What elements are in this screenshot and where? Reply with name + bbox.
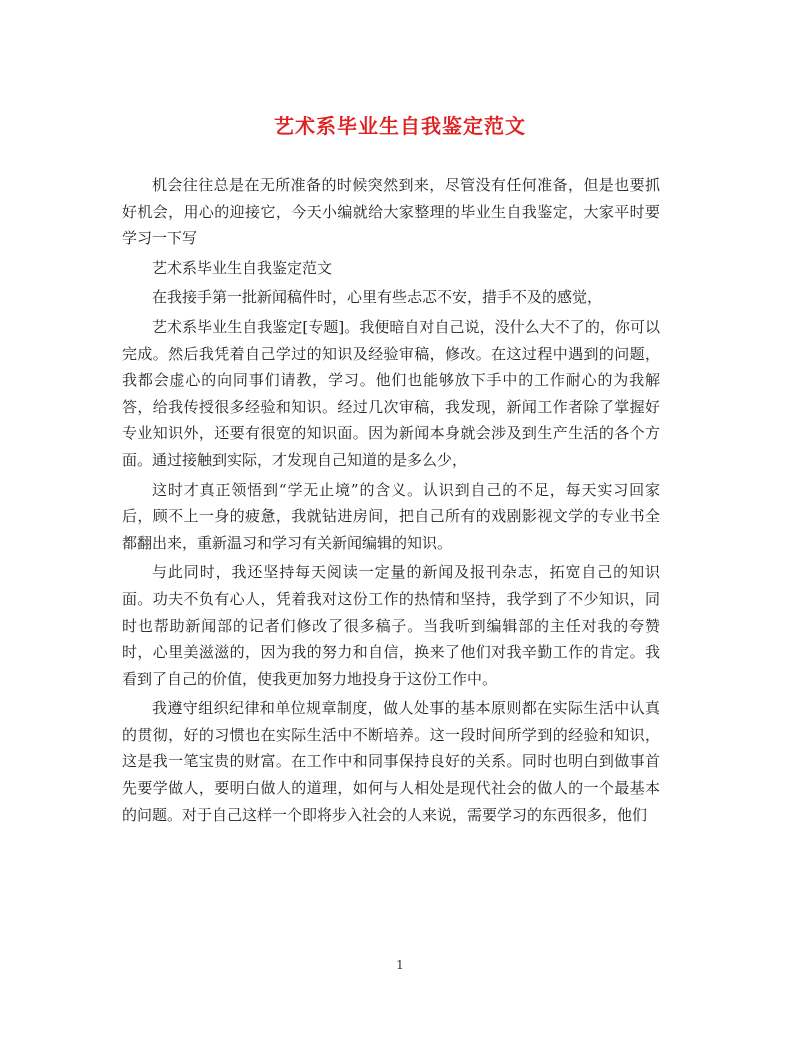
page-number: 1 — [396, 958, 404, 972]
body-paragraph: 与此同时，我还坚持每天阅读一定量的新闻及报刊杂志，拓宽自己的知识面。功夫不负有心人，凭着我对这份工作的热情和坚持，我学到了不少知识，同时也帮助新闻部的记者们修改了很多稿子。当我听到编辑部的主任对我的夸赞时，心里美滋滋的，因为我的努力和自信，换来了他们对我辛勤工作的肯定。我看到了自己的价值，使我更加努力地投身于这份工作中。 — [122, 563, 660, 688]
body-paragraph: 我遵守组织纪律和单位规章制度，做人处事的基本原则都在实际生活中认真的贯彻，好的习惯也在实际生活中不断培养。这一段时间所学到的经验和知识，这是我一笔宝贵的财富。在工作中和同事保持良好的关系。同时也明白到做事首先要学做人，要明白做人的道理，如何与人相处是现代社会的做人的一个最基本的问题。对于自己这样一个即将步入社会的人来说，需要学习的东西很多，他们 — [122, 699, 660, 824]
document-body — [122, 172, 660, 831]
body-paragraph: 这时才真正领悟到“学无止境”的含义。认识到自己的不足，每天实习回家后，顾不上一身的疲惫，我就钻进房间，把自己所有的戏剧影视文学的专业书全都翻出来，重新温习和学习有关新闻编辑的知识。 — [122, 480, 660, 552]
body-paragraph: 机会往往总是在无所准备的时候突然到来，尽管没有任何准备，但是也要抓好机会，用心的迎接它，今天小编就给大家整理的毕业生自我鉴定，大家平时要学习一下写 — [122, 176, 660, 248]
body-paragraph: 在我接手第一批新闻稿件时，心里有些忐忑不安，措手不及的感觉， — [152, 288, 603, 307]
body-paragraph: 艺术系毕业生自我鉴定范文 — [152, 258, 333, 277]
document-title: 艺术系毕业生自我鉴定范文 — [274, 114, 526, 138]
body-paragraph: 艺术系毕业生自我鉴定[专题]。我便暗自对自己说，没什么大不了的，你可以完成。然后我凭着自己学过的知识及经验审稿，修改。在这过程中遇到的问题，我都会虚心的向同事们请教，学习。他们也能够放下手中的工作耐心的为我解答，给我传授很多经验和知识。经过几次审稿，我发现，新闻工作者除了掌握好专业知识外，还要有很宽的知识面。因为新闻本身就会涉及到生产生活的各个方面。通过接触到实际，才发现自己知道的是多么少， — [122, 317, 660, 469]
